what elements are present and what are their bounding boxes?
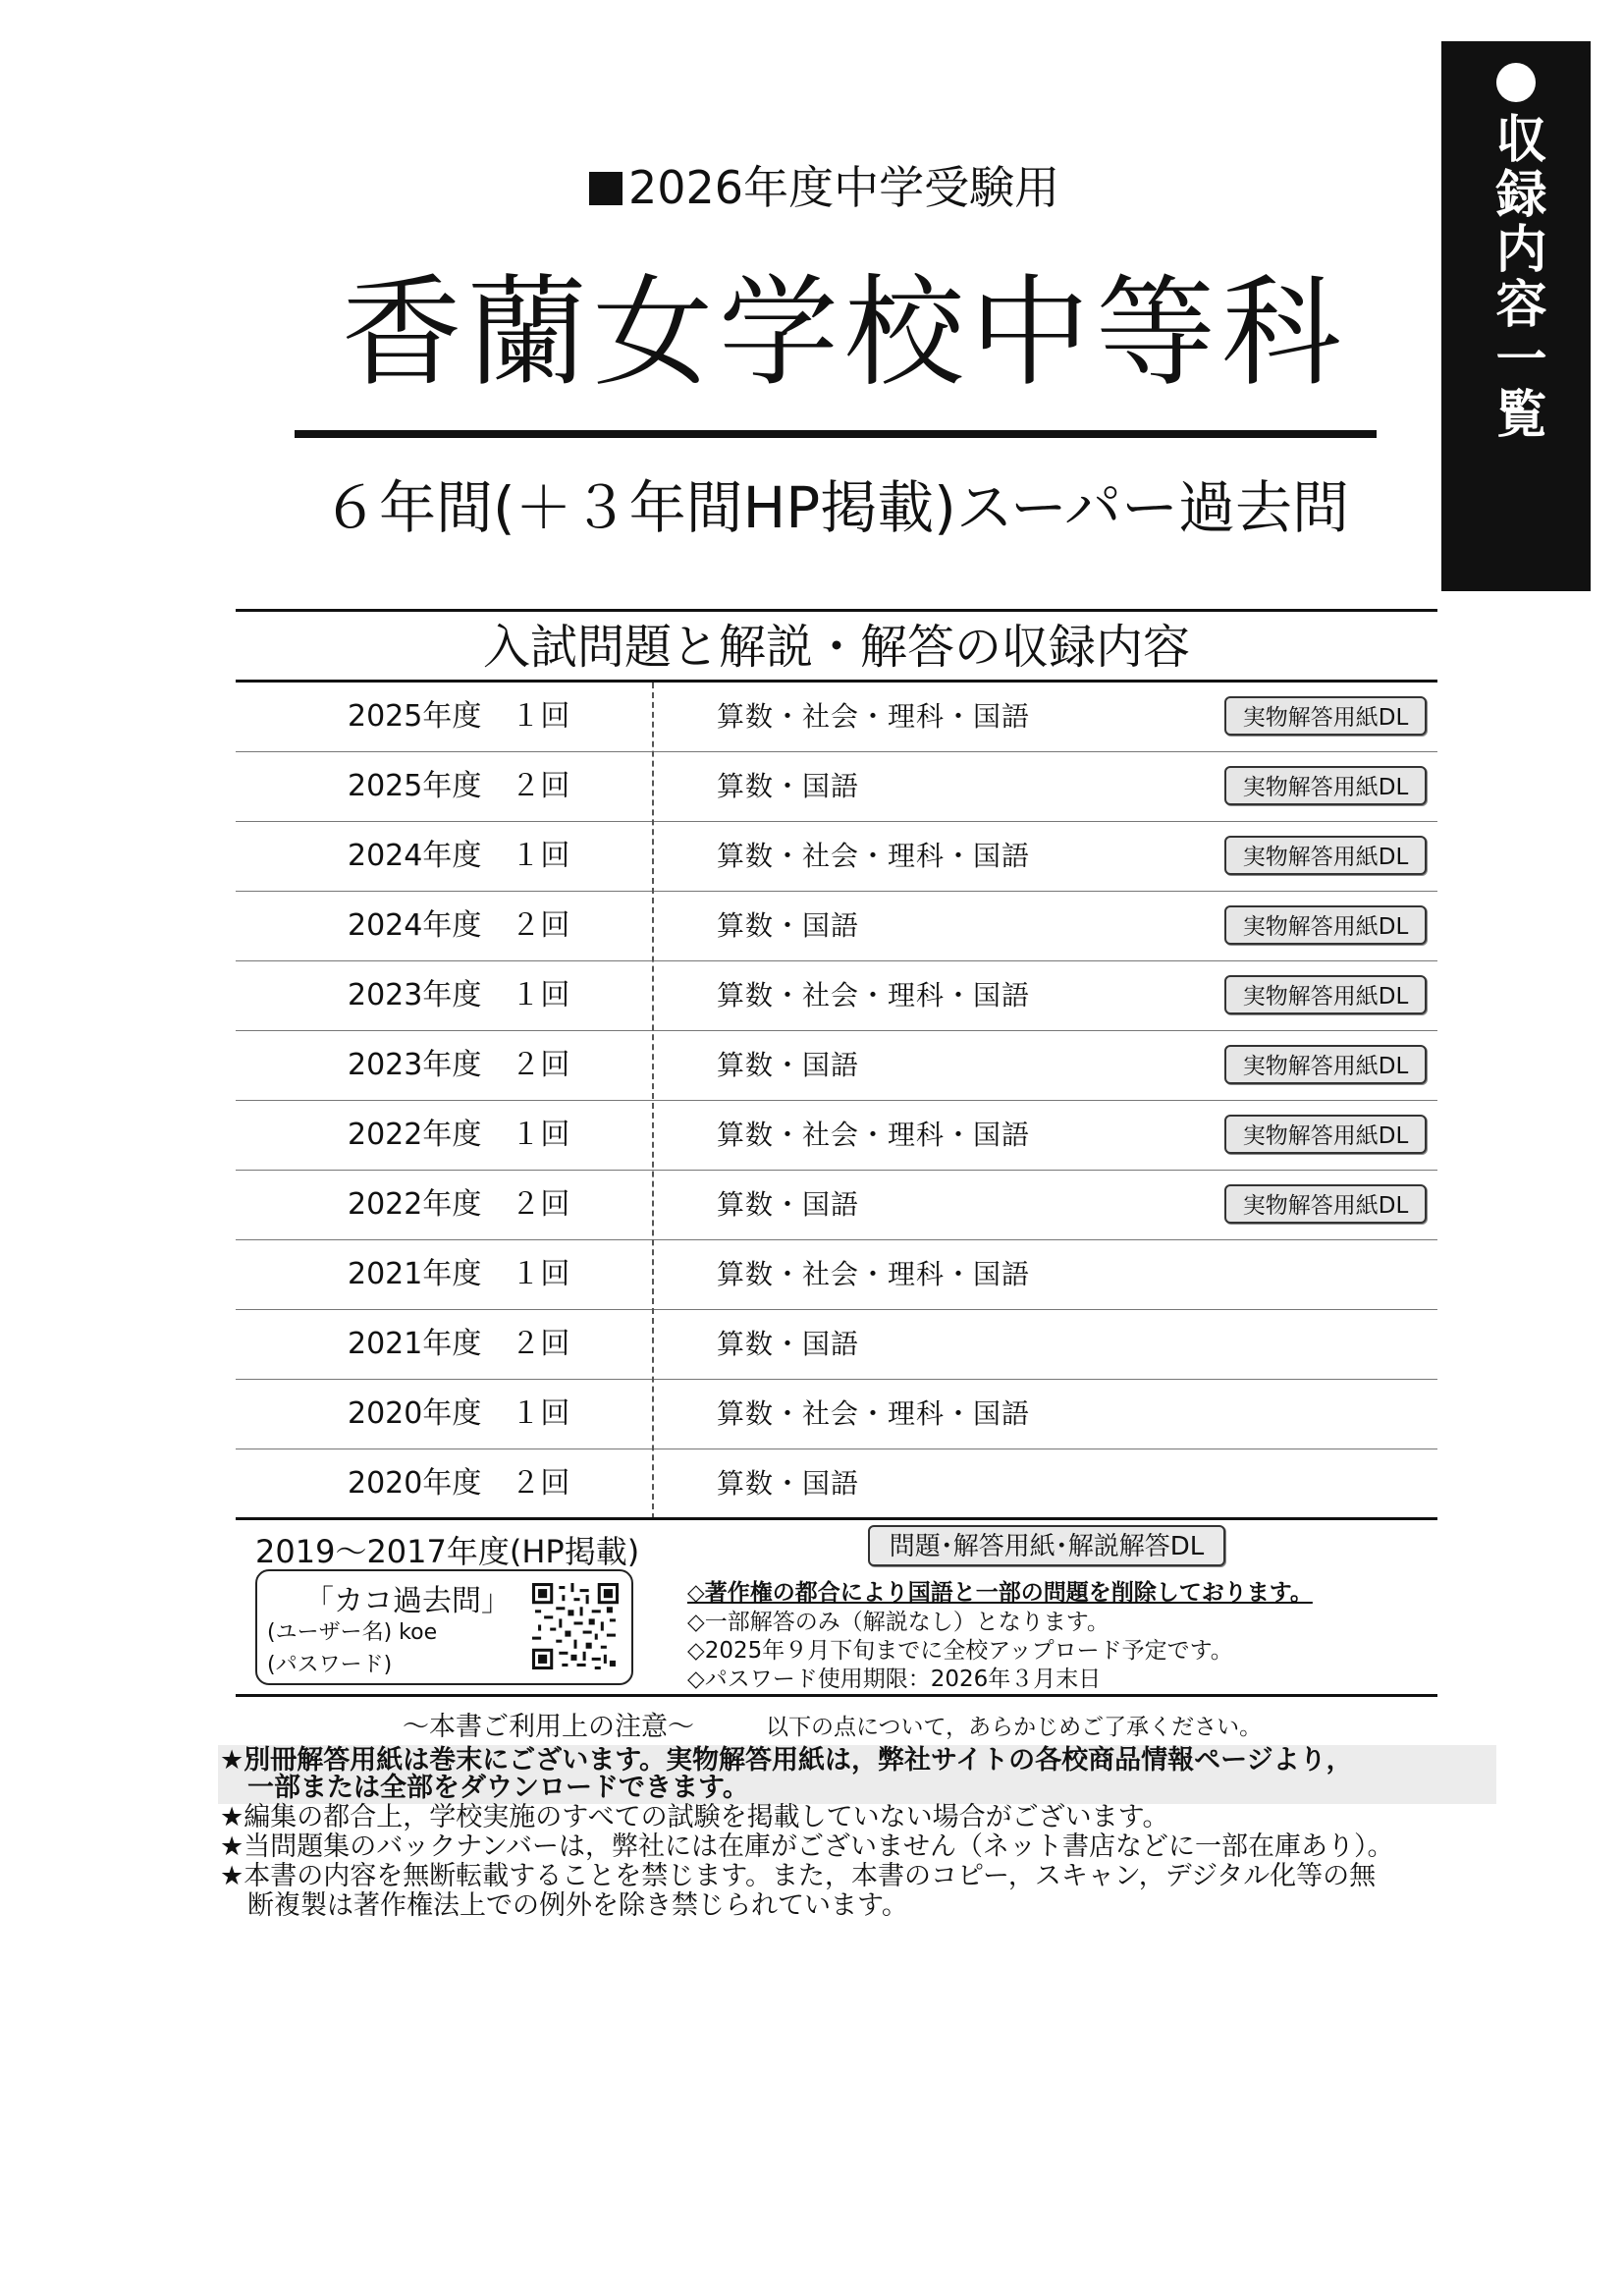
square-bullet-icon <box>589 172 623 205</box>
answer-sheet-download-button[interactable]: 実物解答用紙DL <box>1224 1115 1427 1154</box>
row-subjects: 算数・国語 <box>717 909 860 942</box>
caution-item: 断複製は著作権法上での例外を除き禁じられています。 <box>247 1890 908 1921</box>
book-subtitle: ６年間(＋３年間HP掲載)スーパー過去問 <box>321 474 1350 541</box>
row-year: 2022年度 ２回 <box>348 1187 570 1222</box>
row-subjects: 算数・社会・理科・国語 <box>717 700 1031 733</box>
answer-sheet-download-button[interactable]: 実物解答用紙DL <box>1224 905 1427 945</box>
row-subjects: 算数・国語 <box>717 1188 860 1221</box>
caution-item: ★編集の都合上，学校実施のすべての試験を掲載していない場合がございます。 <box>220 1802 1169 1832</box>
caution-subtitle: 以下の点について，あらかじめご了承ください。 <box>766 1715 1263 1740</box>
answer-sheet-download-button[interactable]: 実物解答用紙DL <box>1224 836 1427 875</box>
row-subjects: 算数・社会・理科・国語 <box>717 979 1031 1011</box>
kako-username: (ユーザー名) koe <box>267 1620 438 1645</box>
row-subjects: 算数・社会・理科・国語 <box>717 1119 1031 1151</box>
table-row <box>236 1240 1437 1310</box>
row-year: 2025年度 １回 <box>348 699 570 734</box>
qr-code-icon[interactable] <box>532 1583 619 1669</box>
table-row <box>236 1101 1437 1171</box>
row-subjects: 算数・国語 <box>717 1049 860 1081</box>
row-year: 2023年度 ２回 <box>348 1048 570 1082</box>
table-row <box>236 683 1437 752</box>
row-year: 2021年度 １回 <box>348 1257 570 1291</box>
hp-note: ◇著作権の都合により国語と一部の問題を削除しております。 <box>687 1580 1313 1606</box>
row-subjects: 算数・国語 <box>717 1467 860 1500</box>
table-row <box>236 1449 1437 1519</box>
row-year: 2023年度 １回 <box>348 978 570 1012</box>
table-row <box>236 1310 1437 1380</box>
hp-note: ◇2025年９月下旬までに全校アップロード予定です。 <box>687 1638 1233 1664</box>
answer-sheet-download-button[interactable]: 実物解答用紙DL <box>1224 975 1427 1014</box>
row-year: 2024年度 ２回 <box>348 908 570 943</box>
table-row <box>236 961 1437 1031</box>
row-subjects: 算数・国語 <box>717 1328 860 1360</box>
table-row <box>236 1031 1437 1101</box>
row-year: 2021年度 ２回 <box>348 1327 570 1361</box>
kako-title: 「カコ過去問」 <box>304 1584 511 1618</box>
row-subjects: 算数・社会・理科・国語 <box>717 840 1031 872</box>
rows-bottom-rule <box>236 1517 1437 1520</box>
table-row <box>236 892 1437 961</box>
column-divider <box>652 683 654 1519</box>
row-subjects: 算数・社会・理科・国語 <box>717 1397 1031 1430</box>
table-heading: 入試問題と解説・解答の収録内容 <box>482 620 1190 675</box>
caution-item: ★当問題集のバックナンバーは，弊社には在庫がございません（ネット書店などに一部在庫あり）。 <box>220 1831 1394 1862</box>
exam-year-text: 2026年度中学受験用 <box>628 161 1060 214</box>
kako-password: (パスワード) <box>267 1653 393 1677</box>
row-year: 2022年度 １回 <box>348 1118 570 1152</box>
hp-years-label: 2019～2017年度(HP掲載) <box>255 1533 640 1570</box>
caution-item: ★別冊解答用紙は巻末にございます。実物解答用紙は，弊社サイトの各校商品情報ページより， <box>220 1745 1353 1776</box>
hp-note: ◇一部解答のみ（解説なし）となります。 <box>687 1610 1110 1635</box>
exam-year <box>589 152 1059 217</box>
table-row <box>236 752 1437 822</box>
row-subjects: 算数・国語 <box>717 770 860 802</box>
table-row <box>236 1171 1437 1240</box>
caution-title: ～本書ご利用上の注意～ <box>403 1712 694 1742</box>
answer-sheet-download-button[interactable]: 実物解答用紙DL <box>1224 696 1427 736</box>
row-year: 2020年度 １回 <box>348 1396 570 1431</box>
answer-sheet-download-button[interactable]: 実物解答用紙DL <box>1224 1045 1427 1084</box>
title-rule <box>295 430 1377 438</box>
caution-item: ★本書の内容を無断転載することを禁じます。また，本書のコピー，スキャン，デジタル化等の無 <box>220 1861 1377 1891</box>
contents-table <box>236 683 1437 1519</box>
table-row <box>236 822 1437 892</box>
school-name: 香蘭女学校中等科 <box>342 263 1347 403</box>
row-year: 2025年度 ２回 <box>348 769 570 803</box>
row-subjects: 算数・社会・理科・国語 <box>717 1258 1031 1290</box>
answer-sheet-download-button[interactable]: 実物解答用紙DL <box>1224 1184 1427 1224</box>
caution-item: 一部または全部をダウンロードできます。 <box>247 1773 749 1803</box>
hp-download-button[interactable]: 問題･解答用紙･解説解答DL <box>868 1525 1225 1566</box>
table-top-rule <box>236 609 1437 612</box>
hp-note: ◇パスワード使用期限：2026年３月末日 <box>687 1667 1102 1692</box>
table-row <box>236 1380 1437 1449</box>
answer-sheet-download-button[interactable]: 実物解答用紙DL <box>1224 766 1427 805</box>
row-year: 2020年度 ２回 <box>348 1466 570 1501</box>
row-year: 2024年度 １回 <box>348 839 570 873</box>
hp-bottom-rule <box>236 1694 1437 1697</box>
side-tab <box>1441 41 1591 591</box>
bullet-dot-icon <box>1496 63 1536 102</box>
side-tab-label: 収録内容一覧 <box>1487 112 1545 442</box>
